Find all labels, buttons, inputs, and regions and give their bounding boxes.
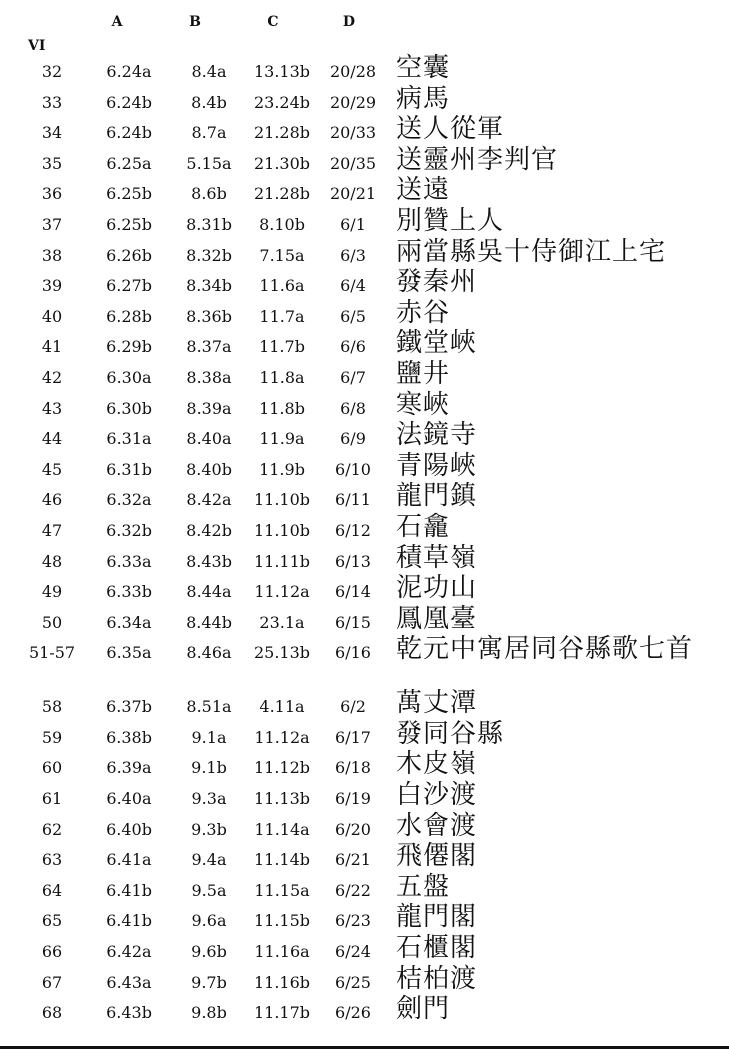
entry-number: 48 [41,551,63,571]
column-d-ref: 6/10 [335,459,371,479]
table-row [0,420,729,455]
column-b-ref: 8.4a [191,62,227,81]
poem-title: 桔柏渡 [396,963,478,994]
column-c-ref: 11.14a [254,819,310,839]
table-row [0,481,729,516]
table-row [0,810,729,846]
column-d-ref: 6/11 [335,490,371,510]
entry-number: 64 [41,880,63,900]
column-d-ref: 6/17 [335,727,371,747]
column-header-row [0,14,729,36]
bottom-rule [0,1046,729,1049]
poem-title: 鳳凰臺 [396,603,478,634]
poem-title: 積草嶺 [396,542,478,573]
poem-title: 送遠 [396,175,451,206]
column-d-ref: 6/6 [340,337,366,357]
poem-title: 萬丈潭 [396,688,478,719]
column-a-ref: 6.38b [106,727,152,747]
column-a-ref: 6.25b [106,214,152,234]
column-a-ref: 6.27b [106,276,152,296]
entry-number: 65 [41,911,63,931]
table-row [0,175,729,210]
column-b-ref: 9.1a [191,727,227,747]
table-row [0,267,729,302]
table-row [0,933,729,968]
column-a-ref: 6.42a [106,942,152,962]
column-d-ref: 6/25 [335,972,371,992]
column-b-ref: 8.32b [186,245,232,265]
column-c-ref: 11.13b [253,789,311,809]
table-row [0,780,729,815]
column-a-ref: 6.41a [106,850,152,870]
poem-title: 木皮嶺 [396,749,478,780]
column-b-ref: 9.3b [191,819,227,839]
column-a-ref: 6.43b [106,1003,152,1023]
entry-number: 41 [41,337,63,357]
poem-title: 青陽峽 [396,450,478,481]
table-row [0,53,729,88]
entry-number: 59 [41,727,63,747]
entry-number: 46 [41,490,63,510]
column-b-ref: 9.6a [191,911,227,931]
table-row [0,236,729,272]
column-a-ref: 6.33b [106,582,152,602]
entry-number: 40 [41,306,63,326]
column-d-ref: 6/8 [340,398,366,418]
column-b-ref: 8.44b [186,612,232,632]
column-a-ref: 6.43a [106,972,152,992]
column-b-ref: 8.43b [186,551,232,571]
entry-number: 36 [41,184,63,204]
column-c-ref: 25.13b [253,643,311,663]
column-b-ref: 9.1b [191,758,227,778]
table-row [0,542,729,578]
column-c-ref: 11.10b [253,520,311,540]
table-row [0,994,729,1029]
table-row [0,144,729,180]
column-c-ref: 21.28b [253,123,311,143]
column-d-ref: 6/2 [340,697,366,717]
column-d-ref: 6/19 [335,789,371,809]
column-b-ref: 5.15a [186,153,232,173]
column-d-ref: 6/16 [335,643,371,663]
poem-title: 飛僊閣 [396,841,478,872]
column-b-ref: 9.4a [191,850,227,870]
column-d-ref: 20/33 [329,123,377,143]
entry-number: 38 [41,245,63,265]
column-c-ref: 11.12a [254,582,310,602]
column-d-ref: 6/9 [340,429,366,449]
section-label: VI [28,38,46,54]
entry-number: 33 [41,92,63,112]
column-b-ref: 8.40b [186,459,232,479]
column-d-ref: 6/12 [335,520,371,540]
column-d-ref: 6/22 [335,880,371,900]
poem-title: 乾元中寓居同谷縣歌七首 [396,634,694,665]
table-row [0,749,729,784]
column-c-ref: 7.15a [259,245,305,265]
column-a-ref: 6.30b [106,398,152,418]
entry-number: 63 [41,850,63,870]
table-row [0,358,729,394]
column-b-ref: 9.6b [191,942,227,962]
column-b-ref: 9.5a [191,880,227,900]
poem-title: 五盤 [396,871,451,902]
column-a-ref: 6.34a [106,612,152,632]
poem-title: 赤谷 [396,297,451,328]
column-c-ref: 11.9b [259,459,305,479]
column-c-ref: 11.9a [259,429,305,449]
column-b-ref: 8.4b [191,92,227,112]
column-c-ref: 21.28b [253,184,311,204]
poem-title: 別贊上人 [396,205,505,236]
column-a-ref: 6.33a [106,551,152,571]
entry-number: 42 [41,367,63,387]
column-b-ref: 8.34b [186,276,232,296]
poem-title: 法鏡寺 [396,420,478,451]
entry-number: 49 [41,582,63,602]
column-d-ref: 6/21 [335,850,371,870]
poem-title: 泥功山 [396,573,478,604]
table-row [0,871,729,907]
column-c-ref: 11.10b [253,490,311,510]
column-a-ref: 6.41b [106,911,152,931]
concordance-table [0,53,729,1029]
poem-title: 病馬 [396,83,451,114]
column-a-ref: 6.35a [106,643,152,663]
entry-number: 34 [41,123,63,143]
poem-title: 水會渡 [396,810,478,841]
entry-number: 51-57 [28,643,76,663]
column-b-ref: 8.42a [186,490,232,510]
poem-title: 發秦州 [396,267,478,298]
column-d-ref: 6/1 [340,214,366,234]
column-c-ref: 11.8b [259,398,305,418]
entry-number: 58 [41,697,63,717]
column-b-ref: 8.46a [186,643,232,663]
column-b-ref: 8.31b [186,214,232,234]
column-b-ref: 8.7a [191,123,227,143]
column-d-ref: 20/21 [329,184,377,204]
column-a-ref: 6.32b [106,520,152,540]
poem-title: 送靈州李判官 [396,144,559,175]
column-a-ref: 6.32a [106,490,152,510]
entry-number: 43 [41,398,63,418]
table-row [0,688,729,723]
column-a-ref: 6.24a [106,62,152,81]
table-row [0,114,729,149]
column-c-ref: 11.16a [254,942,310,962]
column-c-ref: 11.17b [253,1003,311,1023]
column-a-ref: 6.39a [106,758,152,778]
table-row [0,389,729,425]
column-c-ref: 13.13b [253,62,311,81]
column-b-ref: 9.3a [191,789,227,809]
table-row [0,841,729,876]
poem-title: 兩當縣吳十侍御江上宅 [396,236,667,267]
table-row [0,450,729,486]
column-a-ref: 6.30a [106,367,152,387]
column-b-ref: 8.36b [186,306,232,326]
entry-number: 67 [41,972,63,992]
column-a-ref: 6.40a [106,789,152,809]
column-b-ref: 8.38a [186,367,232,387]
column-c-ref: 11.16b [253,972,311,992]
column-c-ref: 4.11a [259,697,305,717]
poem-title: 空囊 [396,53,451,83]
table-row [0,297,729,333]
entry-number: 32 [41,62,63,81]
poem-title: 龍門閣 [396,902,478,933]
entry-number: 66 [41,942,63,962]
column-c-ref: 11.15a [254,880,310,900]
entry-number: 37 [41,214,63,234]
column-c-ref: 23.1a [259,612,305,632]
poem-title: 石龕 [396,511,451,542]
table-row [0,963,729,999]
entry-number: 35 [41,153,63,173]
column-a-ref: 6.29b [106,337,152,357]
column-c-ref: 11.12a [254,727,310,747]
poem-title: 鐵堂峽 [396,328,478,359]
table-row [0,83,729,119]
entry-number: 62 [41,819,63,839]
poem-title: 龍門鎮 [396,481,478,512]
column-c-ref: 11.12b [253,758,311,778]
column-d-ref: 6/7 [340,367,366,387]
entry-number: 44 [41,429,63,449]
column-d-ref: 6/24 [335,942,371,962]
poem-title: 石櫃閣 [396,933,478,964]
column-a-ref: 6.24b [106,123,152,143]
column-d-ref: 6/13 [335,551,371,571]
poem-title: 白沙渡 [396,780,478,811]
column-b-ref: 8.42b [186,520,232,540]
table-row [0,573,729,608]
table-row [0,328,729,363]
column-b-ref: 8.44a [186,582,232,602]
poem-title: 劍門 [396,994,451,1025]
column-b-ref: 8.51a [186,697,232,717]
column-a-ref: 6.31a [106,429,152,449]
column-d-ref: 20/35 [329,153,377,173]
entry-number: 39 [41,276,63,296]
column-d-ref: 20/28 [329,62,377,81]
table-row [0,205,729,241]
column-header-b: B [189,14,201,30]
column-c-ref: 8.10b [259,214,305,234]
entry-number: 61 [41,789,63,809]
entry-number: 47 [41,520,63,540]
column-d-ref: 6/26 [335,1003,371,1023]
column-c-ref: 23.24b [253,92,311,112]
column-b-ref: 8.37a [186,337,232,357]
poem-title: 鹽井 [396,358,451,389]
column-d-ref: 6/5 [340,306,366,326]
column-d-ref: 6/4 [340,276,366,296]
column-b-ref: 9.7b [191,972,227,992]
column-d-ref: 6/18 [335,758,371,778]
column-a-ref: 6.40b [106,819,152,839]
column-c-ref: 11.7b [259,337,305,357]
column-d-ref: 6/20 [335,819,371,839]
entry-number: 50 [41,612,63,632]
table-row [0,634,729,692]
poem-title: 發同谷縣 [396,718,505,749]
column-c-ref: 11.11b [253,551,311,571]
column-c-ref: 11.14b [253,850,311,870]
column-c-ref: 11.6a [259,276,305,296]
column-c-ref: 21.30b [253,153,311,173]
column-d-ref: 20/29 [329,92,377,112]
column-a-ref: 6.25b [106,184,152,204]
column-header-a: A [111,14,123,30]
poem-title: 寒峽 [396,389,451,420]
column-c-ref: 11.7a [259,306,305,326]
column-a-ref: 6.25a [106,153,152,173]
column-b-ref: 8.39a [186,398,232,418]
entry-number: 68 [41,1003,63,1023]
column-header-c: C [267,14,279,30]
column-b-ref: 8.6b [191,184,227,204]
column-a-ref: 6.37b [106,697,152,717]
column-d-ref: 6/3 [340,245,366,265]
table-row [0,718,729,754]
entry-number: 45 [41,459,63,479]
entry-number: 60 [41,758,63,778]
column-b-ref: 8.40a [186,429,232,449]
table-row [0,511,729,547]
column-d-ref: 6/14 [335,582,371,602]
column-c-ref: 11.15b [253,911,311,931]
poem-title: 送人從軍 [396,114,505,145]
column-d-ref: 6/15 [335,612,371,632]
table-row [0,902,729,937]
column-d-ref: 6/23 [335,911,371,931]
column-a-ref: 6.31b [106,459,152,479]
column-c-ref: 11.8a [259,367,305,387]
column-a-ref: 6.41b [106,880,152,900]
column-header-d: D [342,14,356,30]
column-a-ref: 6.24b [106,92,152,112]
column-b-ref: 9.8b [191,1003,227,1023]
column-a-ref: 6.28b [106,306,152,326]
column-a-ref: 6.26b [106,245,152,265]
